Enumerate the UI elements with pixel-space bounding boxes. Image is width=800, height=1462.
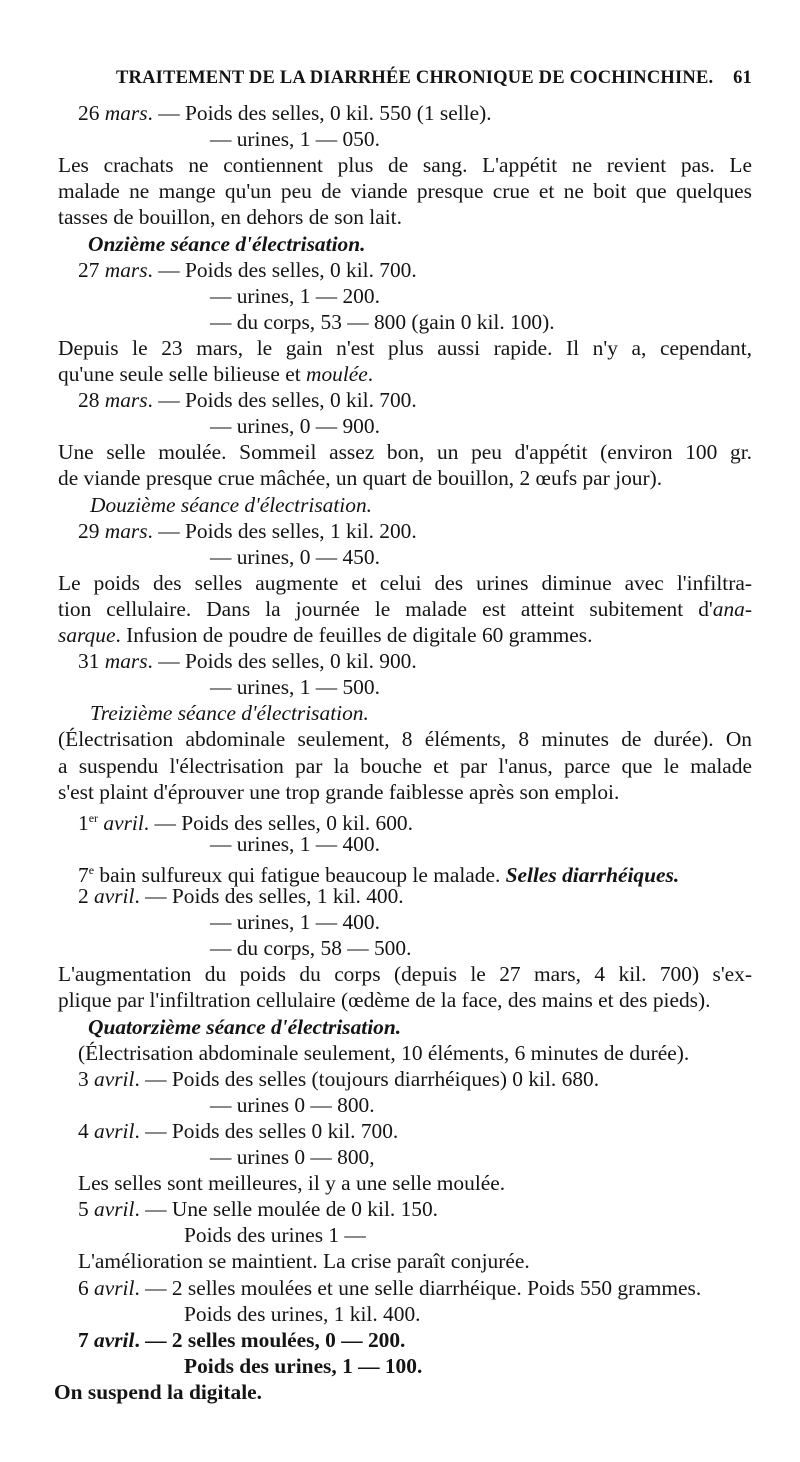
running-header xyxy=(98,66,756,94)
text-line xyxy=(78,1275,701,1301)
text-segment: 5 xyxy=(78,1197,95,1222)
text-segment: Selles diarrhéiques. xyxy=(505,863,680,888)
text-line xyxy=(78,883,404,909)
text-segment: — urines 0 — 800. xyxy=(210,1092,375,1117)
text-segment: malade ne mange qu'un peu de viande presque crue et ne boit que quelques xyxy=(58,179,752,204)
text-segment: mars xyxy=(104,257,148,282)
text-line xyxy=(90,492,372,518)
text-segment: sarque xyxy=(58,623,116,647)
text-line xyxy=(78,1248,530,1274)
text-line xyxy=(210,1092,375,1118)
text-segment: Une selle moulée. Sommeil assez bon, un peu d'appétit (environ 100 gr. xyxy=(58,440,752,465)
text-segment: . — 2 selles moulées et une selle diarrhéique. Poids 550 grammes. xyxy=(134,1275,702,1300)
text-segment: . — Poids des selles (toujours diarrhéiques) 0 kil. 680. xyxy=(134,1066,600,1091)
text-line xyxy=(78,257,417,283)
text-segment: tasses de bouillon, en dehors de son lait. xyxy=(58,205,402,230)
text-line xyxy=(58,570,752,596)
text-segment: mars xyxy=(104,518,148,543)
text-segment: s'est plaint d'éprouver une trop grande faiblesse après son emploi. xyxy=(58,779,620,804)
text-segment: — du corps, 53 — 800 (gain 0 kil. 100). xyxy=(210,309,555,334)
text-line xyxy=(88,231,365,257)
text-segment: tion cellulaire. Dans la journée le malade est atteint subitement d' xyxy=(58,596,713,621)
text-line xyxy=(58,439,752,465)
text-segment: 27 xyxy=(78,257,105,282)
text-segment: — urines, 1 — 200. xyxy=(210,283,380,308)
text-segment: 7 xyxy=(78,1327,95,1352)
text-segment: L'amélioration se maintient. La crise paraît conjurée. xyxy=(78,1249,530,1274)
text-line xyxy=(58,204,402,230)
text-line xyxy=(210,544,380,570)
text-line xyxy=(210,831,380,857)
text-segment: — urines, 1 — 050. xyxy=(210,127,380,152)
text-line xyxy=(54,1379,262,1405)
text-segment: avril xyxy=(94,1118,135,1143)
text-line xyxy=(78,1066,599,1092)
text-segment: (Électrisation abdominale seulement, 10 éléments, 6 minutes de durée). xyxy=(78,1040,690,1065)
text-line xyxy=(210,935,411,961)
text-segment: L'augmentation du poids du corps (depuis le 27 mars, 4 kil. 700) s'ex- xyxy=(58,962,752,987)
text-segment: Poids des urines 1 — xyxy=(184,1223,366,1248)
text-line xyxy=(78,100,492,126)
text-line xyxy=(184,1353,422,1379)
text-segment: de viande presque crue mâchée, un quart de bouillon, 2 œufs par jour). xyxy=(58,466,663,491)
text-segment: avril xyxy=(94,1275,135,1300)
text-segment: Quatorzième séance d'électrisation. xyxy=(88,1014,402,1039)
text-line xyxy=(78,518,417,544)
text-segment: Poids des urines, 1 kil. 400. xyxy=(184,1301,421,1326)
text-segment: er xyxy=(88,810,99,825)
text-line xyxy=(210,283,380,309)
text-segment: Les selles sont meilleures, il y a une selle moulée. xyxy=(78,1171,506,1196)
text-segment: . xyxy=(367,362,374,386)
text-line xyxy=(78,387,417,413)
text-line xyxy=(210,413,380,439)
text-line xyxy=(58,961,752,987)
text-segment: avril xyxy=(94,1197,135,1222)
text-line xyxy=(88,1014,401,1040)
page-number: 61 xyxy=(733,68,752,88)
text-line xyxy=(58,465,662,491)
text-segment: Le poids des selles augmente et celui des urines diminue avec l'infiltra- xyxy=(58,570,752,595)
text-line xyxy=(184,1222,366,1248)
text-segment: — urines, 1 — 400. xyxy=(210,910,380,935)
text-segment: . Infusion de poudre de feuilles de digitale 60 grammes. xyxy=(115,623,593,647)
text-segment: 1 xyxy=(78,810,89,835)
text-segment: . — Une selle moulée de 0 kil. 150. xyxy=(134,1197,439,1222)
text-segment: . — Poids des selles, 0 kil. 600. xyxy=(143,810,413,835)
text-segment: mars xyxy=(104,101,148,125)
text-segment: — urines, 0 — 900. xyxy=(210,414,380,439)
text-segment: — du corps, 58 — 500. xyxy=(210,936,412,961)
text-segment: . — Poids des selles, 0 kil. 700. xyxy=(147,257,417,282)
text-segment: avril xyxy=(94,1327,135,1352)
text-segment: 4 xyxy=(78,1118,95,1143)
text-segment: 26 xyxy=(78,101,105,125)
text-line xyxy=(58,726,752,752)
text-segment: moulée xyxy=(306,362,368,386)
text-segment: Depuis le 23 mars, le gain n'est plus aussi rapide. Il n'y a, cependant, xyxy=(58,335,752,360)
text-line xyxy=(78,648,417,674)
text-segment: . — Poids des selles, 0 kil. 550 (1 selle). xyxy=(147,101,492,125)
text-line xyxy=(210,309,555,335)
text-segment: On suspend la digitale. xyxy=(54,1379,263,1404)
text-line xyxy=(210,126,380,152)
text-segment: Douzième séance d'électrisation. xyxy=(90,492,372,517)
text-segment: . — Poids des selles, 0 kil. 900. xyxy=(147,649,417,674)
text-segment: Onzième séance d'électrisation. xyxy=(88,231,366,256)
text-segment: — urines 0 — 800, xyxy=(210,1145,375,1169)
text-line xyxy=(58,596,752,622)
text-line xyxy=(210,674,380,700)
text-segment: . — Poids des selles 0 kil. 700. xyxy=(134,1118,399,1143)
text-line xyxy=(58,152,752,178)
text-line xyxy=(78,1327,405,1353)
text-line xyxy=(58,361,373,387)
text-segment: e xyxy=(88,862,95,877)
text-segment: — urines, 0 — 450. xyxy=(210,544,380,569)
text-segment: — urines, 1 — 400. xyxy=(210,831,380,856)
text-line xyxy=(210,909,380,935)
text-segment: 29 xyxy=(78,518,105,543)
text-segment: avril xyxy=(94,884,135,908)
text-line xyxy=(78,1196,438,1222)
text-segment: Treizième séance d'électrisation. xyxy=(90,701,369,726)
text-segment: 28 xyxy=(78,388,105,413)
text-segment: mars xyxy=(104,649,148,674)
text-segment: Les crachats ne contiennent plus de sang. L'appétit ne revient pas. Le xyxy=(58,153,752,178)
text-line xyxy=(90,700,369,726)
text-segment: 7 xyxy=(78,863,89,888)
text-segment: bain sulfureux qui fatigue beaucoup le malade. xyxy=(94,863,506,888)
text-line xyxy=(184,1301,421,1327)
text-segment: (Électrisation abdominale seulement, 8 éléments, 8 minutes de durée). On xyxy=(58,727,752,752)
text-line xyxy=(210,1144,375,1170)
text-segment: . — Poids des selles, 1 kil. 200. xyxy=(147,518,417,543)
text-segment: qu'une seule selle bilieuse et xyxy=(58,362,306,386)
text-line xyxy=(58,779,619,805)
text-line xyxy=(78,1118,398,1144)
text-segment: 31 xyxy=(78,649,105,674)
text-segment: . — Poids des selles, 0 kil. 700. xyxy=(147,388,417,413)
running-title: TRAITEMENT DE LA DIARRHÉE CHRONIQUE DE COCHINCHINE. xyxy=(116,68,714,88)
text-line xyxy=(58,622,592,648)
text-segment: avril xyxy=(94,1066,135,1091)
text-segment: . — Poids des selles, 1 kil. 400. xyxy=(134,884,404,908)
text-segment: . — 2 selles moulées, 0 — 200. xyxy=(134,1327,406,1352)
text-segment: ana- xyxy=(712,596,752,621)
text-line xyxy=(58,335,752,361)
text-segment: 2 xyxy=(78,884,95,908)
text-line xyxy=(58,753,752,779)
text-segment: plique par l'infiltration cellulaire (œdème de la face, des mains et des pieds). xyxy=(58,988,711,1013)
text-line xyxy=(78,1170,505,1196)
text-segment: 3 xyxy=(78,1066,95,1091)
text-segment: mars xyxy=(104,388,148,413)
text-segment: a suspendu l'électrisation par la bouche et par l'anus, parce que le malade xyxy=(58,753,752,778)
text-segment: avril xyxy=(103,810,144,835)
text-line xyxy=(58,987,710,1013)
text-segment: Poids des urines, 1 — 100. xyxy=(184,1353,423,1378)
text-line xyxy=(58,178,752,204)
text-segment: 6 xyxy=(78,1275,95,1300)
text-segment: — urines, 1 — 500. xyxy=(210,675,380,700)
text-line xyxy=(78,1040,689,1066)
